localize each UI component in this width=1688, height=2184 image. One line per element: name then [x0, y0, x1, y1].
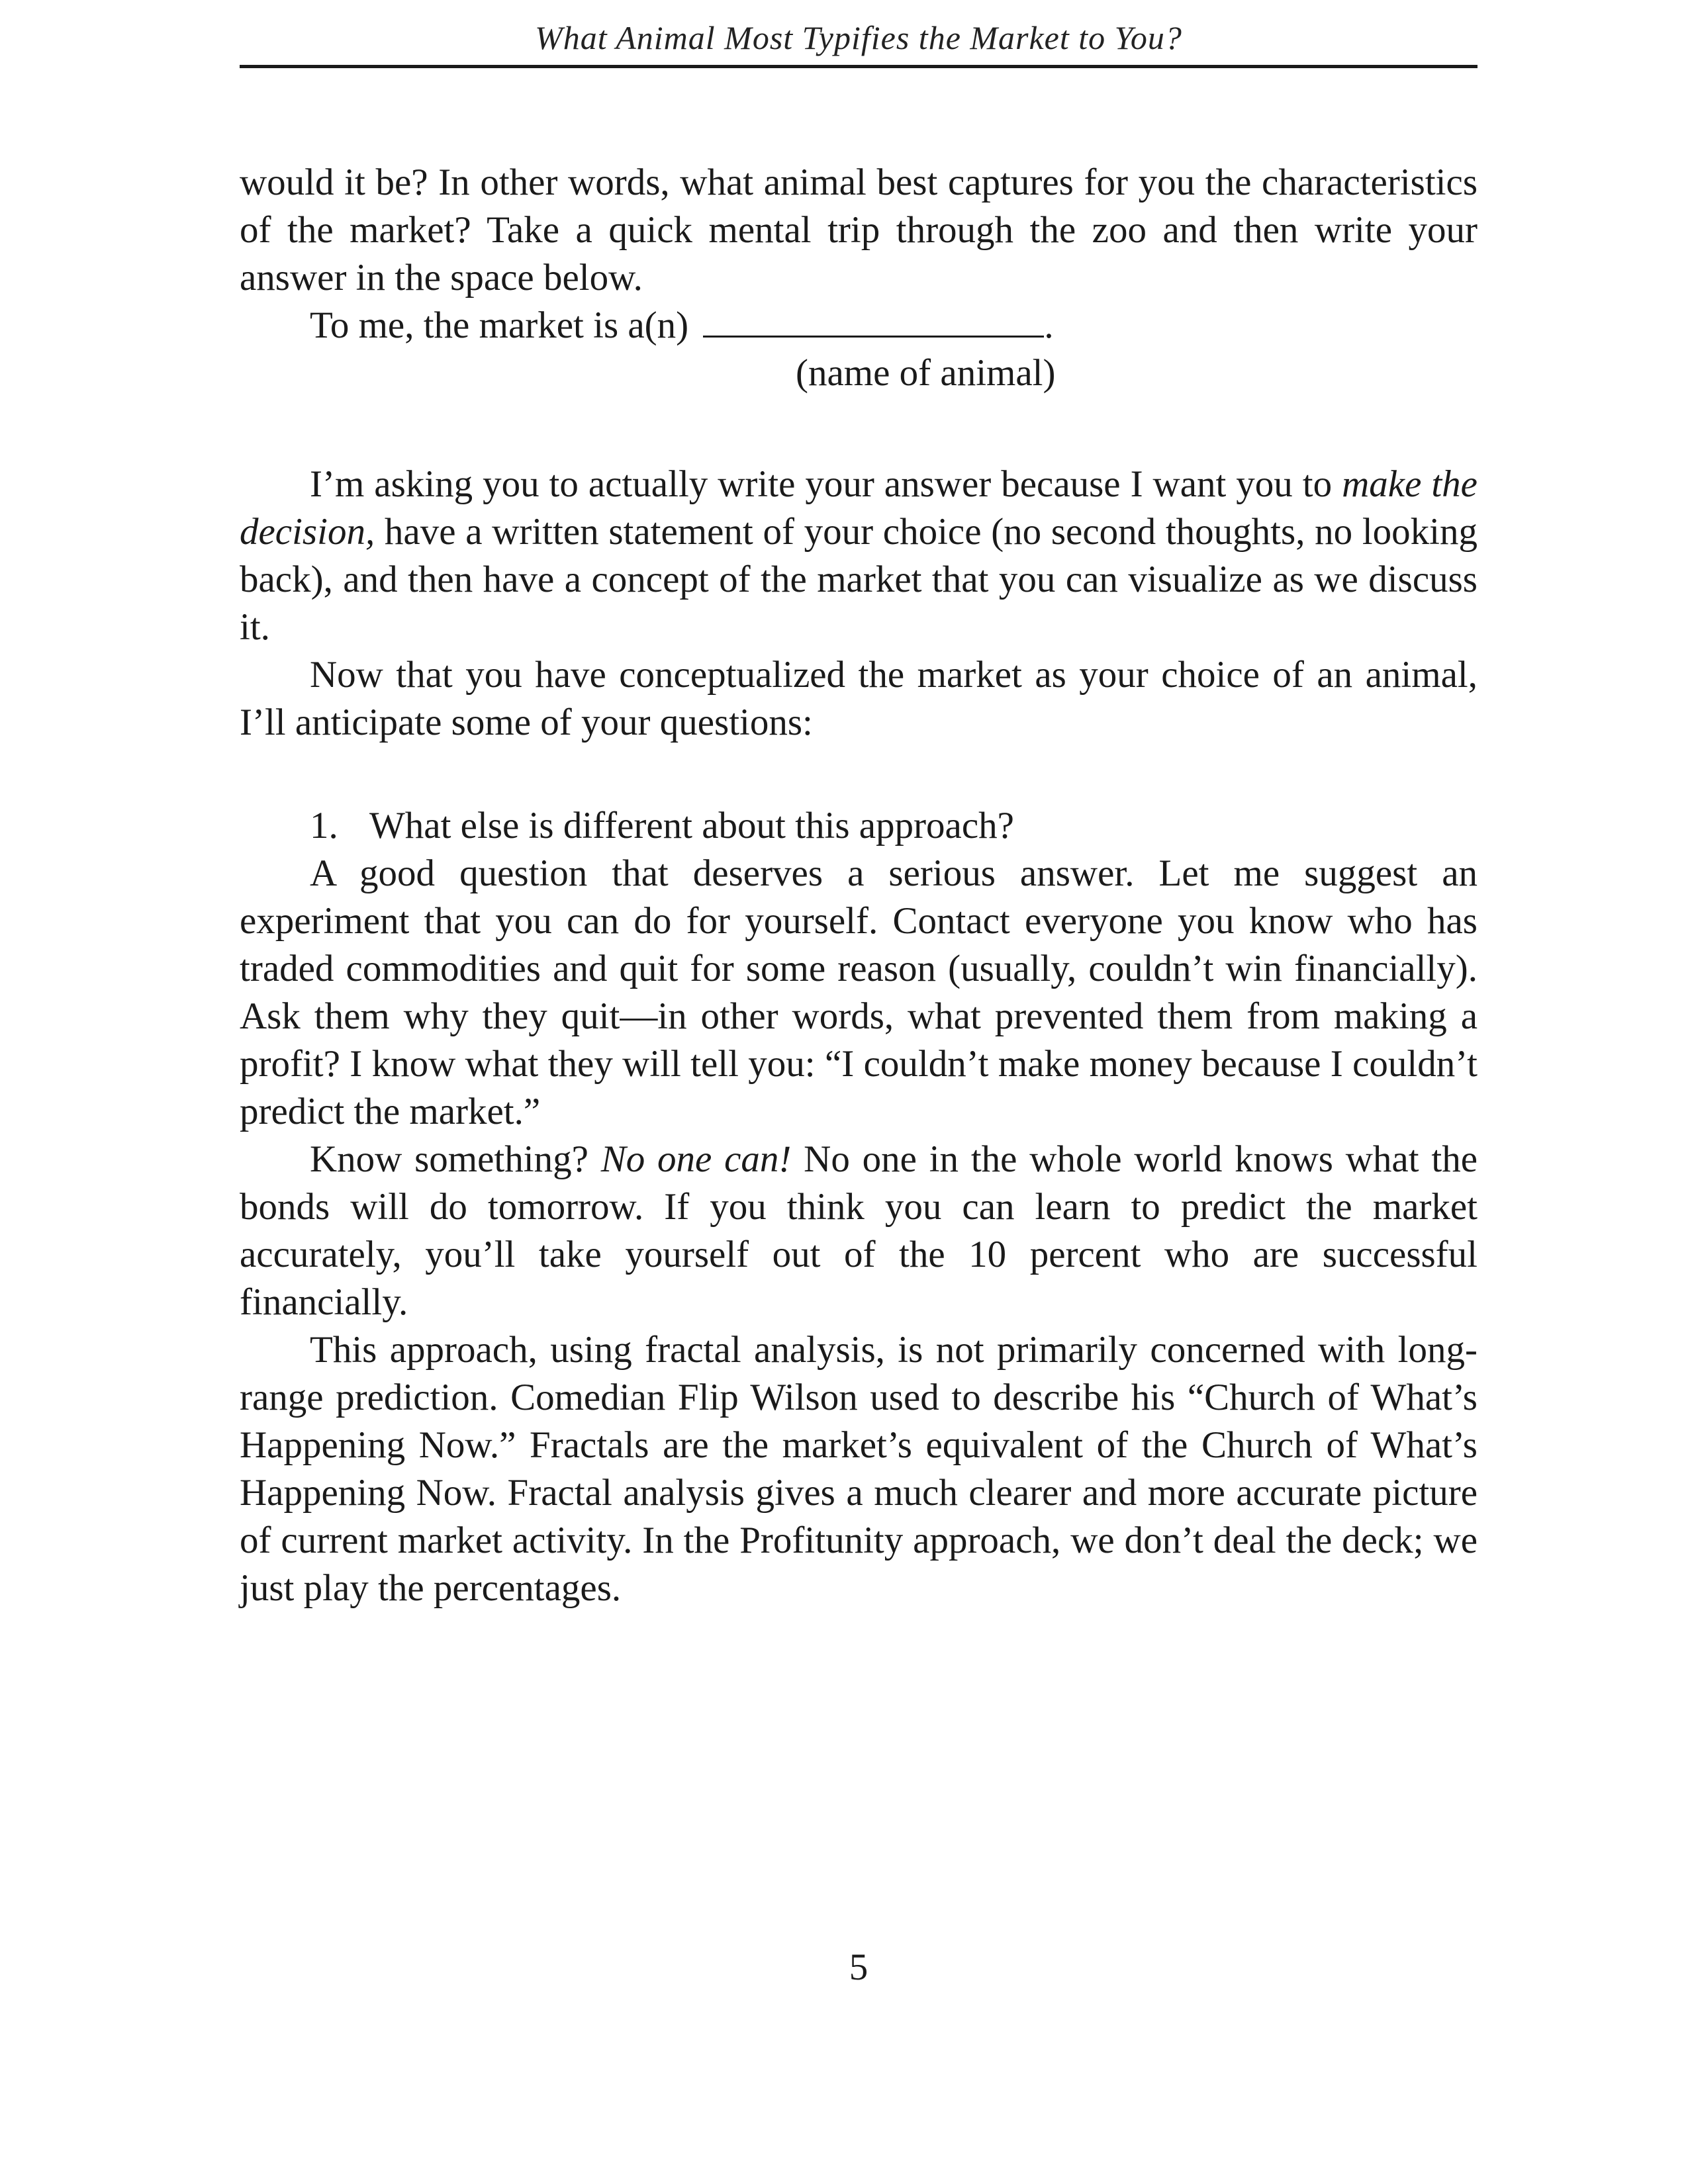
body-text — [240, 159, 1477, 1612]
list-question: What else is different about this approach? — [369, 805, 1014, 846]
running-head: What Animal Most Typifies the Market to You? — [535, 19, 1182, 56]
paragraph-no-one-can-rest: No one in the whole world knows what the bonds will do tomorrow. If you think you can learn to predict the market accurately, you’ll take yourself out of the 10 percent who are successful financially. — [240, 1138, 1477, 1323]
fill-in-line — [240, 302, 1477, 349]
paragraph-decision — [240, 461, 1477, 651]
paragraph-experiment: A good question that deserves a serious answer. Let me suggest an experiment that you can do for yourself. Contact everyone you know who has traded commodities and quit for some reason (usually, couldn’t win financially). Ask them why they quit—in other words, what prevented them from making a profit? I know what they will tell you: “I couldn’t make money because I couldn’t predict the market.” — [240, 852, 1477, 1132]
header-rule — [240, 65, 1477, 68]
paragraph-fractal-analysis: This approach, using fractal analysis, is not primarily concerned with long-range prediction. Comedian Flip Wilson used to describe his “Church of What’s Happening Now.” Fractals are the market’s equivalent of the Church of What’s Happening Now. Fractal analysis gives a much clearer and more accurate picture of current market activity. In the Profitunity approach, we don’t deal the deck; we just play the percentages. — [240, 1329, 1477, 1609]
fill-in-prompt: To me, the market is a(n) — [310, 304, 689, 346]
list-number: 1. — [310, 805, 338, 846]
blank-caption: (name of animal) — [796, 352, 1056, 394]
paragraph-decision-rest: have a written statement of your choice (no second thoughts, no looking back), and then have a concept of the market that you can visualize as we discuss it. — [240, 511, 1477, 648]
answer-blank — [703, 304, 1044, 338]
paragraph-anticipate: Now that you have conceptualized the market as your choice of an animal, I’ll anticipate some of your questions: — [240, 654, 1477, 743]
emphasis-no-one-can: No one can! — [600, 1138, 792, 1180]
paragraph-decision-lead: I’m asking you to actually write your answer because I want you to — [310, 463, 1342, 505]
emphasis-make-the-decision: make the decision, — [240, 463, 1477, 553]
fill-in-period: . — [1044, 304, 1054, 346]
paragraph-no-one-can-lead: Know something? — [310, 1138, 601, 1180]
paragraph-continued: would it be? In other words, what animal best captures for you the characteristics of the market? Take a quick mental trip through the zoo and then write your answer in the space below. — [240, 161, 1477, 298]
list-item-question-1 — [240, 802, 1477, 850]
paragraph-no-one-can — [240, 1136, 1477, 1326]
page-number: 5 — [849, 1946, 868, 1988]
